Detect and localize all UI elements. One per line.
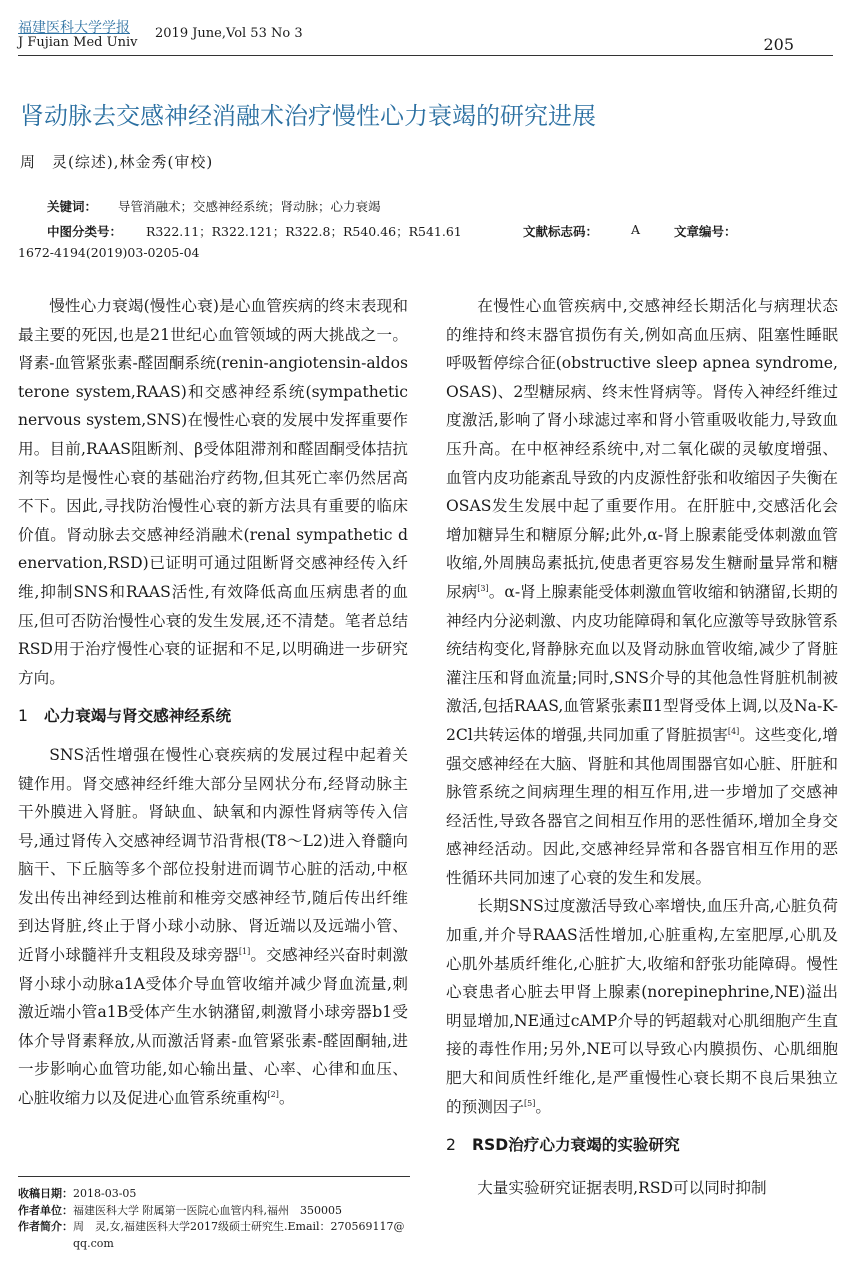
paragraph-text: 。	[535, 1097, 551, 1116]
section-2-paragraph: 大量实验研究证据表明,RSD可以同时抑制	[477, 1178, 767, 1197]
paragraph-text: 长期SNS过度激活导致心率增快,血压升高,心脏负荷加重,并介导RAAS活性增加,心脏重构,左室肥厚,心肌及心肌外基质纤维化,心脏扩大,收缩和舒张功能障碍。慢性心衰患者心脏去甲肾上腺素(norepinephrine,NE)溢出明显增加,NE通过cAMP介导的钙超载对心肌细胞产生直接的毒性作用;另外,NE可以导致心内膜损伤、心肌细胞肥大和间质性纤维化,是严重慢性心衰长期不良后果独立的预测因子	[446, 897, 838, 1116]
intro-paragraph: 慢性心力衰竭(慢性心衰)是心血管疾病的终末表现和最主要的死因,也是21世纪心血管领域的两大挑战之一。肾素-血管紧张素-醛固酮系统(renin-angiotensin-aldosterone system,RAAS)和交感神经系统(sympathetic nervous system,SNS)在慢性心衰的发展中发挥重要作用。目前,RAAS阻断剂、β受体阻滞剂和醛固酮受体拮抗剂等均是慢性心衰的基础治疗药物,但其死亡率仍然居高不下。因此,寻找防治慢性心衰的新方法具有重要的临床价值。肾动脉去交感神经消融术(renal sympathetic denervation,RSD)已证明可通过阻断肾交感神经传入纤维,抑制SNS和RAAS活性,有效降低高血压病患者的血压,但可否防治慢性心衰的发生发展,还不清楚。笔者总结RSD用于治疗慢性心衰的证据和不足,以明确进一步研究方向。	[18, 297, 408, 687]
body-column-left	[18, 292, 408, 1113]
paragraph-text: 。这些变化,增强交感神经在大脑、肾脏和其他周围器官如心脏、肝脏和脉管系统之间病理生理的相互作用,进一步增加了交感神经活性,导致各器官之间相互作用的恶性循环,增加全身交感神经活动。因此,交感神经异常和各器官相互作用的恶性循环共同加速了心衰的发生和发展。	[446, 725, 839, 887]
citation-ref: [1]	[238, 946, 251, 956]
paragraph-text: 。	[278, 1089, 295, 1108]
clc-number: R322.11；R322.121；R322.8；R540.46；R541.61	[146, 224, 462, 239]
citation-ref: [4]	[727, 726, 740, 736]
received-date: 2018-03-05	[73, 1187, 137, 1200]
section-1-paragraph	[18, 741, 408, 1113]
bio-label: 作者简介：	[18, 1220, 73, 1233]
footnotes	[18, 1186, 410, 1252]
paragraph-text: 在慢性心血管疾病中,交感神经长期活化与病理状态的维持和终末器官损伤有关,例如高血压病、阻塞性睡眠呼吸暂停综合征(obstructive sleep apnea syndrome,OSAS)、2型糖尿病、终末性肾病等。肾传入神经纤维过度激活,影响了肾小球滤过率和肾小管重吸收能力,导致血压升高。在中枢神经系统中,对二氧化碳的灵敏度增强、血管内皮功能紊乱导致的内皮源性舒张和收缩因子失衡在OSAS发生发展中起了重要作用。在肝脏中,交感活化会增加糖异生和糖原分解;此外,α-肾上腺素能受体刺激血管收缩,外周胰岛素抵抗,使患者更容易发生糖耐量异常和糖尿病	[446, 297, 838, 601]
section-1-heading	[18, 702, 408, 731]
right-paragraph-1	[446, 292, 838, 892]
keywords: 导管消融术；交感神经系统；肾动脉；心力衰竭	[118, 199, 381, 214]
section-1-title: 心力衰竭与肾交感神经系统	[44, 707, 232, 726]
footnote-rule	[18, 1176, 410, 1177]
section-2-heading	[446, 1131, 838, 1160]
section-2-title: RSD治疗心力衰竭的实验研究	[472, 1136, 680, 1155]
section-2-number: 2	[446, 1136, 456, 1155]
clc-label: 中图分类号：	[47, 224, 123, 239]
keywords-label: 关键词：	[47, 199, 98, 214]
article-title: 肾动脉去交感神经消融术治疗慢性心力衰竭的研究进展	[20, 102, 596, 130]
author-bio: 周 灵,女,福建医科大学2017级硕士研究生.Email：270569117@ qq.com	[73, 1220, 405, 1250]
journal-name-en: J Fujian Med Univ	[18, 35, 138, 50]
paragraph-text: 。交感神经兴奋时刺激肾小球小动脉a1A受体介导血管收缩并减少肾血流量,刺激近端小管a1B受体产生水钠潴留,刺激肾小球旁器b1受体介导肾素释放,从而激活肾素-血管紧张素-醛固酮轴,进一步影响心血管功能,如心输出量、心率、心律和血压、心脏收缩力以及促进心血管系统重构	[18, 946, 408, 1108]
citation-ref: [2]	[267, 1089, 279, 1099]
footnote-received	[18, 1186, 410, 1203]
body-column-right	[446, 292, 838, 1202]
paragraph-text: SNS活性增强在慢性心衰疾病的发展过程中起着关键作用。肾交感神经纤维大部分呈网状分布,经肾动脉主干外膜进入肾脏。肾缺血、缺氧和内源性肾病等传入信号,通过肾传入交感神经调节沿背根(T8～L2)进入脊髓向脑干、下丘脑等多个部位投射进而调节心脏的活动,中枢发出传出神经到达椎前和椎旁交感神经节,随后传出纤维到达肾脏,终止于肾小球小动脉、肾近端以及远端小管、近肾小球髓袢升支粗段及球旁器	[18, 745, 408, 965]
citation-ref: [5]	[523, 1098, 536, 1108]
right-paragraph-2	[446, 892, 838, 1121]
citation-ref: [3]	[477, 583, 489, 593]
header-rule	[18, 55, 833, 56]
article-authors: 周 灵(综述),林金秀(审校)	[20, 153, 214, 171]
received-label: 收稿日期：	[18, 1187, 73, 1200]
article-no: 1672-4194(2019)03-0205-04	[18, 245, 200, 260]
affiliation: 福建医科大学 附属第一医院心血管内科,福州 350005	[73, 1203, 342, 1217]
doc-code-label: 文献标志码：	[523, 224, 599, 239]
journal-issue: 2019 June,Vol 53 No 3	[155, 26, 303, 41]
journal-name-cn: 福建医科大学学报	[18, 20, 130, 36]
article-no-label: 文章编号：	[674, 224, 737, 239]
doc-code: A	[631, 222, 641, 237]
section-1-number: 1	[18, 707, 28, 726]
footnote-bio	[18, 1219, 410, 1252]
affiliation-label: 作者单位：	[18, 1203, 73, 1217]
page-number: 205	[763, 35, 794, 54]
paragraph-text: 。α-肾上腺素能受体刺激血管收缩和钠潴留,长期的神经内分泌刺激、内皮功能障碍和氧化应激等导致脉管系统结构变化,肾静脉充血以及肾动脉血管收缩,减少了肾脏灌注压和肾血流量;同时,SNS介导的其他急性肾脏机制被激活,包括RAAS,血管紧张素Ⅱ1型肾受体上调,以及Na-K-2Cl共转运体的增强,共同加重了肾脏损害	[446, 582, 838, 744]
footnote-affiliation	[18, 1203, 410, 1220]
